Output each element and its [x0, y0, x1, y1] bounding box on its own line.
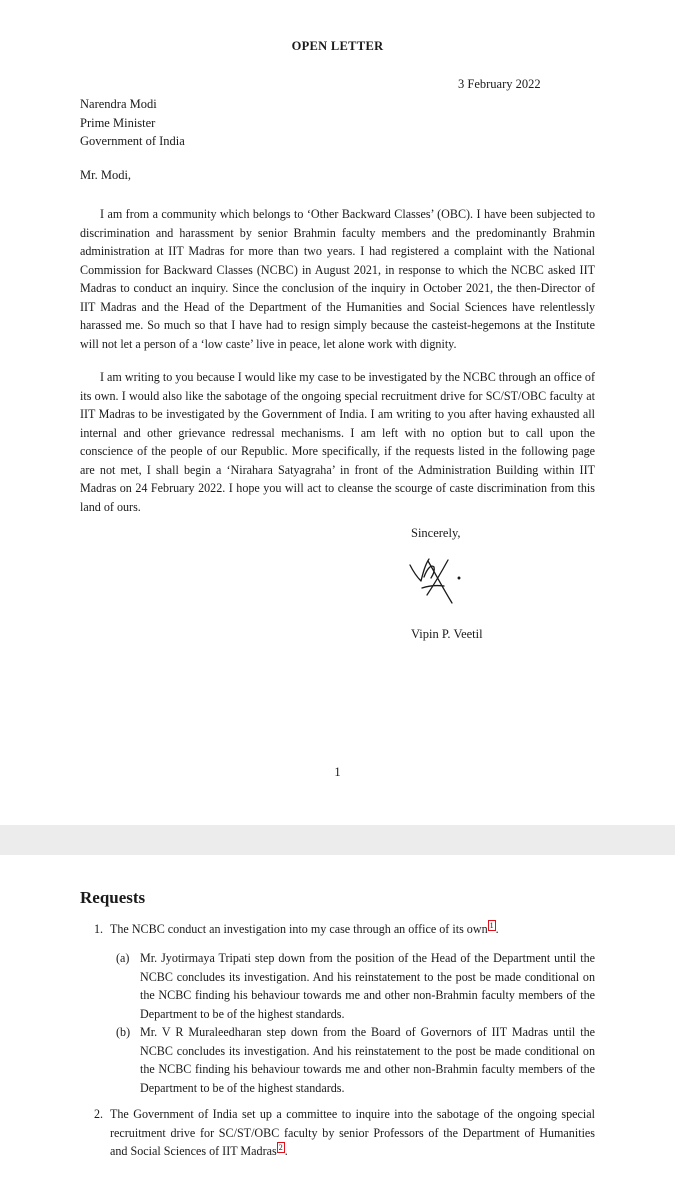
request-text: The NCBC conduct an investigation into my case through an office of its own	[110, 922, 488, 937]
page-number: 1	[334, 765, 341, 779]
request-end-punctuation: .	[284, 1144, 288, 1159]
request-subitem-b	[110, 1023, 595, 1097]
request-number: 2.	[94, 1107, 104, 1121]
salutation: Mr. Modi,	[80, 168, 132, 182]
footnote-link[interactable]: 2	[278, 1143, 283, 1152]
request-number: 1.	[94, 922, 104, 936]
recipient-organization: Government of India	[80, 134, 185, 148]
footnote-link[interactable]: 1	[489, 921, 494, 930]
request-item-2	[94, 1105, 595, 1161]
letter-page-2	[0, 855, 675, 1200]
recipient-address	[80, 95, 185, 151]
recipient-name: Narendra Modi	[80, 97, 157, 111]
request-item-1	[94, 920, 595, 939]
letter-title: OPEN LETTER	[291, 39, 384, 53]
body-paragraph-1: I am from a community which belongs to ‘Other Backward Classes’ (OBC). I have been subjected to discrimination and harassment by senior Brahmin faculty members and the predominantly Brahmin administration at IIT Madras for more than two years. I had registered a complaint with the National Commission for Backward Classes (NCBC) in August 2021, in response to which the NCBC asked IIT Madras to conduct an inquiry. Since the conclusion of the inquiry in October 2021, the then-Director of IIT Madras and the Head of the Department of the Humanities and Social Sciences have relentlessly harassed me. So much so that I have had to resign simply because the casteist-hegemons at the Institute will not let a person of a ‘low caste’ live in peace, let alone work with dignity.	[80, 207, 595, 351]
letter-date: 3 February 2022	[458, 77, 541, 91]
request-end-punctuation: .	[495, 922, 499, 937]
requests-heading: Requests	[80, 888, 146, 907]
subitem-text: Mr. Jyotirmaya Tripati step down from the position of the Head of the Department until the NCBC concludes its investigation. And his reinstatement to the post be made conditional on the NCBC finding his behaviour towards me and other non-Brahmin faculty members of the Department to be of the highest standards.	[140, 951, 595, 1021]
subitem-label: (a)	[116, 951, 130, 965]
handwritten-signature	[404, 555, 466, 610]
subitem-label: (b)	[116, 1025, 131, 1039]
page-separator	[0, 825, 675, 855]
request-text: The Government of India set up a committee to inquire into the sabotage of the ongoing special recruitment drive for SC/ST/OBC faculty by senior Professors of the Department of Humanities and Social Sciences of IIT Madras	[110, 1107, 595, 1159]
closing: Sincerely,	[411, 526, 461, 540]
signer-name: Vipin P. Veetil	[411, 627, 483, 641]
recipient-position: Prime Minister	[80, 115, 156, 130]
request-subitem-a	[110, 949, 595, 1023]
subitem-text: Mr. V R Muraleedharan step down from the Board of Governors of IIT Madras until the NCBC concludes its investigation. And his reinstatement to the post be made conditional on the NCBC finding his behaviour towards me and other non-Brahmin faculty members of the Department to be of the highest standards.	[140, 1025, 595, 1095]
body-paragraph-2: I am writing to you because I would like my case to be investigated by the NCBC through an office of its own. I would also like the sabotage of the ongoing special recruitment drive for SC/ST/OBC faculty at IIT Madras to be investigated by the Government of India. I am writing to you after having exhausted all internal and other grievance redressal mechanisms. I am left with no option but to call upon the conscience of the people of our Republic. More specifically, if the requests listed in the following page are not met, I shall begin a ‘Nirahara Satyagraha’ in front of the Administration Building within IIT Madras on 24 February 2022. I hope you will act to cleanse the scourge of caste discrimination from this land of ours.	[80, 370, 595, 514]
